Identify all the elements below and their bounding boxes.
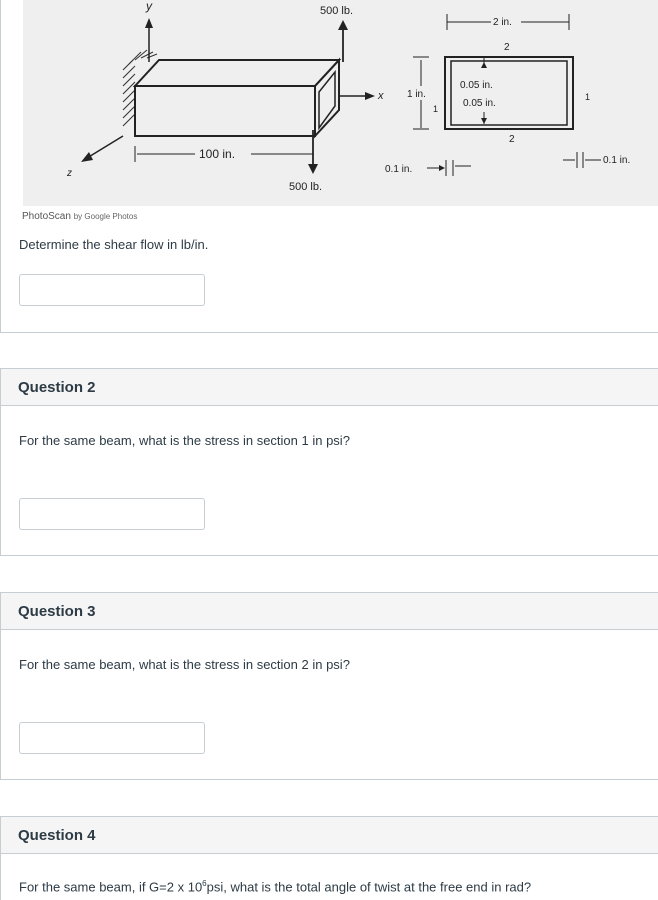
question-3-panel (0, 592, 658, 780)
top-load-label: 500 lb. (320, 5, 354, 17)
question-4-header: Question 4 (1, 816, 658, 854)
question-1-text: Determine the shear flow in lb/in. (19, 237, 209, 252)
section-1-right-label: 1 (585, 92, 591, 102)
question-2-header: Question 2 (1, 368, 658, 406)
wall-top-label: 0.05 in. (460, 80, 493, 91)
section-2-top-label: 2 (504, 42, 510, 53)
section-1-left-label: 1 (433, 104, 439, 114)
bottom-load-label: 500 lb. (289, 181, 323, 193)
top-load-arrowhead (338, 20, 348, 30)
beam-body (135, 60, 339, 136)
z-axis-arrowhead (81, 152, 93, 162)
height-label: 1 in. (407, 89, 426, 100)
width-label: 2 in. (493, 17, 512, 28)
question-4-text-prefix: For the same beam, if G=2 x 10 (19, 879, 203, 895)
bottom-load-arrowhead (308, 164, 318, 174)
credit-sub: by Google Photos (73, 212, 138, 221)
question-2-answer-input[interactable] (19, 498, 205, 530)
x-axis-label: x (378, 90, 384, 102)
wall-hatching (123, 50, 157, 126)
beam-diagram-svg (23, 0, 658, 206)
beam-diagram (23, 0, 658, 206)
z-axis-line (87, 136, 123, 158)
photo-credit (22, 211, 137, 222)
question-2-panel (0, 368, 658, 556)
question-3-header: Question 3 (1, 592, 658, 630)
question-4-panel (0, 816, 658, 900)
y-axis-label: y (146, 0, 152, 13)
question-3-answer-input[interactable] (19, 722, 205, 754)
question-2-text: For the same beam, what is the stress in section 1 in psi? (19, 433, 350, 448)
wall-bottom-label: 0.05 in. (463, 98, 496, 109)
wall-left-arrowhead (439, 165, 445, 171)
z-axis-label: z (67, 168, 72, 179)
y-axis-arrowhead (145, 18, 153, 28)
question-4-text (19, 879, 531, 894)
section-2-bottom-label: 2 (509, 134, 515, 145)
question-4-text-exponent: 6 (202, 879, 207, 888)
length-label: 100 in. (199, 147, 236, 161)
question-4-text-suffix: psi, what is the total angle of twist at the free end in rad? (206, 879, 532, 895)
wall-top-arrowhead (481, 62, 487, 68)
x-axis-arrowhead (365, 92, 375, 100)
credit-main: PhotoScan (22, 211, 71, 222)
question-1-panel (0, 0, 658, 333)
wall-right-label: 0.1 in. (603, 155, 631, 166)
question-1-answer-input[interactable] (19, 274, 205, 306)
wall-bottom-arrowhead (481, 118, 487, 124)
question-3-text: For the same beam, what is the stress in section 2 in psi? (19, 657, 350, 672)
cross-section (445, 57, 573, 129)
wall-left-label: 0.1 in. (385, 164, 413, 175)
